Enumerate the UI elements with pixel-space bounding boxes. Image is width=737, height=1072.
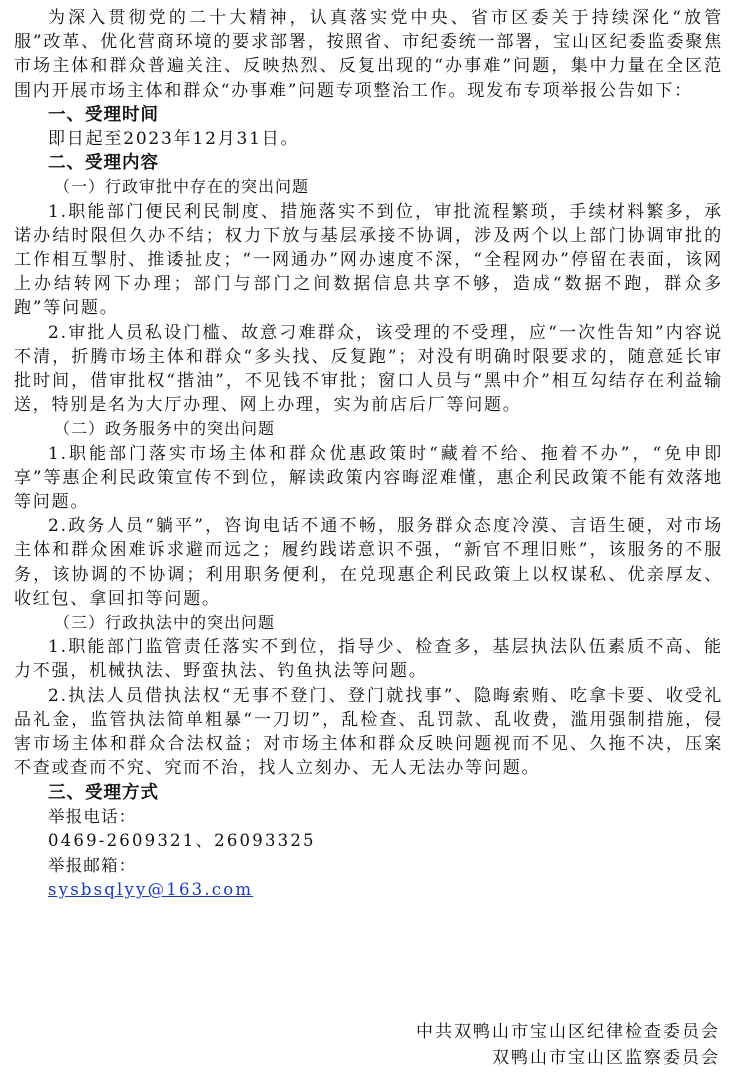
service-item-1: 1.职能部门落实市场主体和群众优惠政策时“藏着不给、拖着不办”，“免申即享”等惠企利民政策宣传不到位，解读政策内容晦涩难懂，惠企利民政策不能有效落地等问题。 <box>14 443 723 513</box>
phone-label: 举报电话： <box>48 806 137 826</box>
section-method-heading: 三、受理方式 <box>48 782 159 803</box>
enforcement-item-1: 1.职能部门监管责任落实不到位，指导少、检查多，基层执法队伍素质不高、能力不强，机械执法、野蛮执法、钓鱼执法等问题。 <box>14 637 723 682</box>
section-time-heading: 一、受理时间 <box>48 104 159 125</box>
approval-item-2: 2.审批人员私设门槛、故意刁难群众，该受理的不受理，应“一次性告知”内容说不清，折腾市场主体和群众“多头找、反复跑”；对没有明确时限要求的，随意延长审批时间，借审批权“揩油”，不见钱不审批；窗口人员与“黑中介”相互勾结存在利益输送，特别是名为大厅办理、网上办理，实为前店后厂等问题。 <box>14 322 723 416</box>
email-label: 举报邮箱： <box>48 855 137 875</box>
service-item-2: 2.政务人员“躺平”，咨询电话不通不畅，服务群众态度冷漠、言语生硬，对市场主体和群众困难诉求避而远之；履约践诺意识不强，“新官不理旧账”，该服务的不服务，该协调的不协调；利用职务便利，在兑现惠企利民政策上以权谋私、优亲厚友、收红包、拿回扣等问题。 <box>14 516 723 609</box>
section-content-heading: 二、受理内容 <box>48 153 159 174</box>
approval-item-1: 1.职能部门便民利民制度、措施落实不到位，审批流程繁琐，手续材料繁多，承诺办结时限但久办不结；权力下放与基层承接不协调，涉及两个以上部门协调审批的工作相互掣肘、推诿扯皮；“一网通办”网办速度不深，“全程网办”停留在表面，该网上办结转网下办理；部门与部门之间数据信息共享不够，造成“数据不跑，群众多跑”等问题。 <box>14 201 723 319</box>
phone-number: 0469-2609321、26093325 <box>48 831 316 851</box>
subsection-approval-heading: （一）行政审批中存在的突出问题 <box>54 177 310 197</box>
announcement-document <box>14 6 723 903</box>
intro-paragraph: 为深入贯彻党的二十大精神，认真落实党中央、省市区委关于持续深化“放管服”改革、优化营商环境的要求部署，按照省、市纪委统一部署，宝山区纪委监委聚焦市场主体和群众普遍关注、反映热烈、反复出现的“办事难”问题，集中力量在全区范围内开展市场主体和群众“办事难”问题专项整治工作。现发布专项举报公告如下： <box>14 8 723 101</box>
enforcement-item-2: 2.执法人员借执法权“无事不登门、登门就找事”、隐晦索贿、吃拿卡要、收受礼品礼金，监管执法简单粗暴“一刀切”，乱检查、乱罚款、乱收费，滥用强制措施，侵害市场主体和群众合法权益；对市场主体和群众反映问题视而不见、久拖不决，压案不查或查而不究、究而不治，找人立刻办、无人无法办等问题。 <box>14 685 723 779</box>
email-link[interactable]: sysbsqlyy@163.com <box>48 880 254 900</box>
section-time-body: 即日起至2023年12月31日。 <box>48 129 300 150</box>
subsection-service-heading: （二）政务服务中的突出问题 <box>54 419 276 439</box>
subsection-enforcement-heading: （三）行政执法中的突出问题 <box>54 613 276 633</box>
signature-supervision-commission: 双鸭山市宝山区监察委员会 <box>492 1048 720 1068</box>
signature-discipline-commission: 中共双鸭山市宝山区纪律检查委员会 <box>416 1022 720 1042</box>
